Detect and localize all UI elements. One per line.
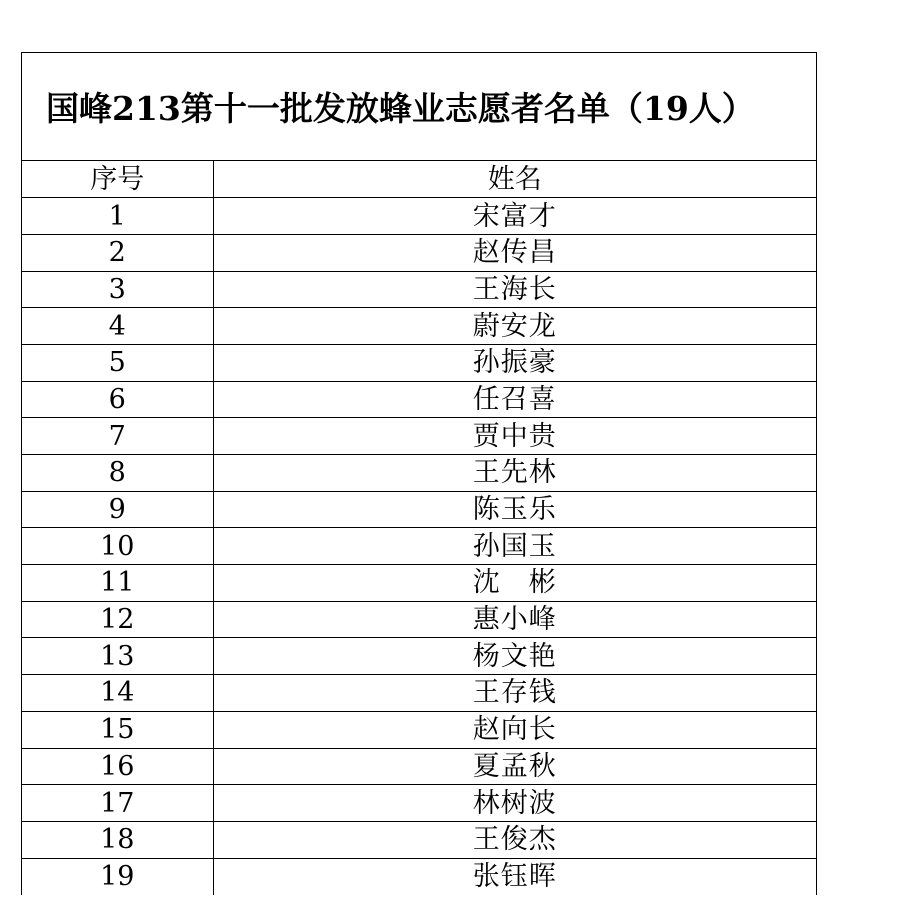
header-index: 序号 — [22, 161, 213, 198]
row-name: 王海长 — [213, 271, 816, 308]
row-name: 贾中贵 — [213, 418, 816, 455]
row-index: 6 — [22, 381, 213, 418]
row-index: 2 — [22, 234, 213, 271]
table-row — [22, 491, 816, 528]
table-body — [22, 198, 816, 895]
row-index: 3 — [22, 271, 213, 308]
row-index: 12 — [22, 601, 213, 638]
row-name: 夏孟秋 — [213, 748, 816, 785]
table-row — [22, 381, 816, 418]
header-name: 姓名 — [213, 161, 816, 198]
row-name: 任召喜 — [213, 381, 816, 418]
row-name: 张钰晖 — [472, 861, 557, 893]
table-row — [22, 198, 816, 235]
table-row — [22, 821, 816, 858]
row-index: 11 — [22, 565, 213, 602]
row-name: 赵向长 — [213, 711, 816, 748]
table-row — [22, 418, 816, 455]
row-name: 王存钱 — [213, 675, 816, 712]
table-header-row — [22, 161, 816, 198]
table-row — [22, 344, 816, 381]
row-index: 19 — [22, 858, 213, 895]
table-row — [22, 565, 816, 602]
table-row — [22, 308, 816, 345]
table-row — [22, 675, 816, 712]
row-name: 孙国玉 — [213, 528, 816, 565]
table-row — [22, 785, 816, 822]
row-index: 8 — [22, 455, 213, 492]
volunteer-list-sheet — [21, 52, 817, 895]
table-row — [22, 528, 816, 565]
row-name: 林树波 — [213, 785, 816, 822]
table-row — [22, 858, 816, 895]
row-index: 18 — [22, 821, 213, 858]
row-name: 杨文艳 — [213, 638, 816, 675]
row-index: 10 — [22, 528, 213, 565]
table-row — [22, 748, 816, 785]
row-name: 赵传昌 — [213, 234, 816, 271]
row-name: 惠小峰 — [213, 601, 816, 638]
row-index: 13 — [22, 638, 213, 675]
row-index: 15 — [22, 711, 213, 748]
row-name: 陈玉乐 — [213, 491, 816, 528]
table-row — [22, 711, 816, 748]
row-name: 王先林 — [213, 455, 816, 492]
table-row — [22, 601, 816, 638]
row-index: 1 — [22, 198, 213, 235]
row-index: 14 — [22, 675, 213, 712]
title-row — [22, 53, 816, 161]
table-row — [22, 234, 816, 271]
row-name: 王俊杰 — [213, 821, 816, 858]
row-name: 孙振豪 — [213, 344, 816, 381]
table-row — [22, 271, 816, 308]
volunteer-table — [22, 161, 816, 895]
row-index: 16 — [22, 748, 213, 785]
row-name: 沈 彬 — [213, 565, 816, 602]
row-index: 7 — [22, 418, 213, 455]
row-name: 蔚安龙 — [213, 308, 816, 345]
table-row — [22, 455, 816, 492]
row-index: 5 — [22, 344, 213, 381]
table-row — [22, 638, 816, 675]
row-index: 9 — [22, 491, 213, 528]
row-index: 4 — [22, 308, 213, 345]
row-index: 17 — [22, 785, 213, 822]
page-title: 国峰213第十一批发放蜂业志愿者名单（19人） — [46, 89, 755, 128]
row-name: 宋富才 — [213, 198, 816, 235]
